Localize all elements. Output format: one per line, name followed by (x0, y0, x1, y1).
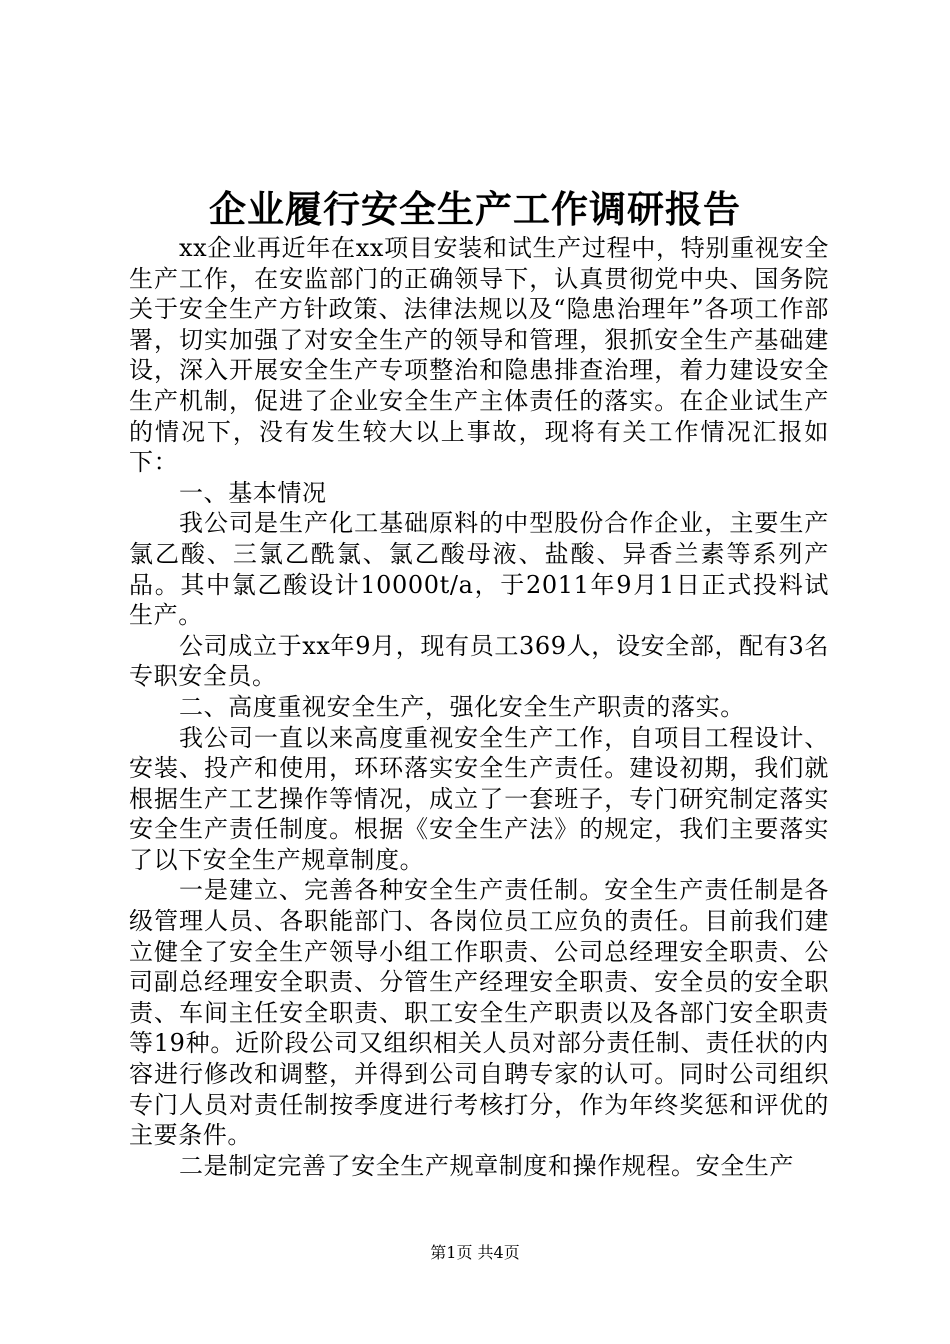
paragraph-responsibility-system: 一是建立、完善各种安全生产责任制。安全生产责任制是各级管理人员、各职能部门、各岗位员工应负的责任。目前我们建立健全了安全生产领导小组工作职责、公司总经理安全职责、公司副总经理安全职责、分管生产经理安全职责、安全员的安全职责、车间主任安全职责、职工安全生产职责以及各部门安全职责等19种。近阶段公司又组织相关人员对部分责任制、责任状的内容进行修改和调整，并得到公司自聘专家的认可。同时公司组织专门人员对责任制按季度进行考核打分，作为年终奖惩和评优的主要条件。 (129, 876, 829, 1150)
paragraph-rules-regulations: 二是制定完善了安全生产规章制度和操作规程。安全生产 (179, 1151, 794, 1180)
heading-safety-priority: 二、高度重视安全生产，强化安全生产职责的落实。 (179, 692, 745, 721)
paragraph-safety-commitment: 我公司一直以来高度重视安全生产工作，自项目工程设计、安装、投产和使用，环环落实安全生产责任。建设初期，我们就根据生产工艺操作等情况，成立了一套班子，专门研究制定落实安全生产责任制度。根据《安全生产法》的规定，我们主要落实了以下安全生产规章制度。 (129, 723, 829, 874)
document-title: 企业履行安全生产工作调研报告 (209, 187, 741, 231)
paragraph-company-products: 我公司是生产化工基础原料的中型股份合作企业，主要生产氯乙酸、三氯乙酰氯、氯乙酸母液、盐酸、异香兰素等系列产品。其中氯乙酸设计10000t/a，于2011年9月1日正式投料试生产。 (129, 509, 829, 630)
paragraph-intro: xx企业再近年在xx项目安装和试生产过程中，特别重视安全生产工作，在安监部门的正确领导下，认真贯彻党中央、国务院关于安全生产方针政策、法律法规以及“隐患治理年”各项工作部署，切实加强了对安全生产的领导和管理，狠抓安全生产基础建设，深入开展安全生产专项整治和隐患排查治理，着力建设安全生产机制，促进了企业安全生产主体责任的落实。在企业试生产的情况下，没有发生较大以上事故，现将有关工作情况汇报如下： (129, 234, 829, 477)
heading-basic-info: 一、基本情况 (179, 478, 327, 507)
document-body (129, 233, 829, 1181)
page-footer: 第1页 共4页 (430, 1243, 520, 1262)
paragraph-company-staff: 公司成立于xx年9月，现有员工369人，设安全部，配有3名专职安全员。 (129, 631, 829, 691)
